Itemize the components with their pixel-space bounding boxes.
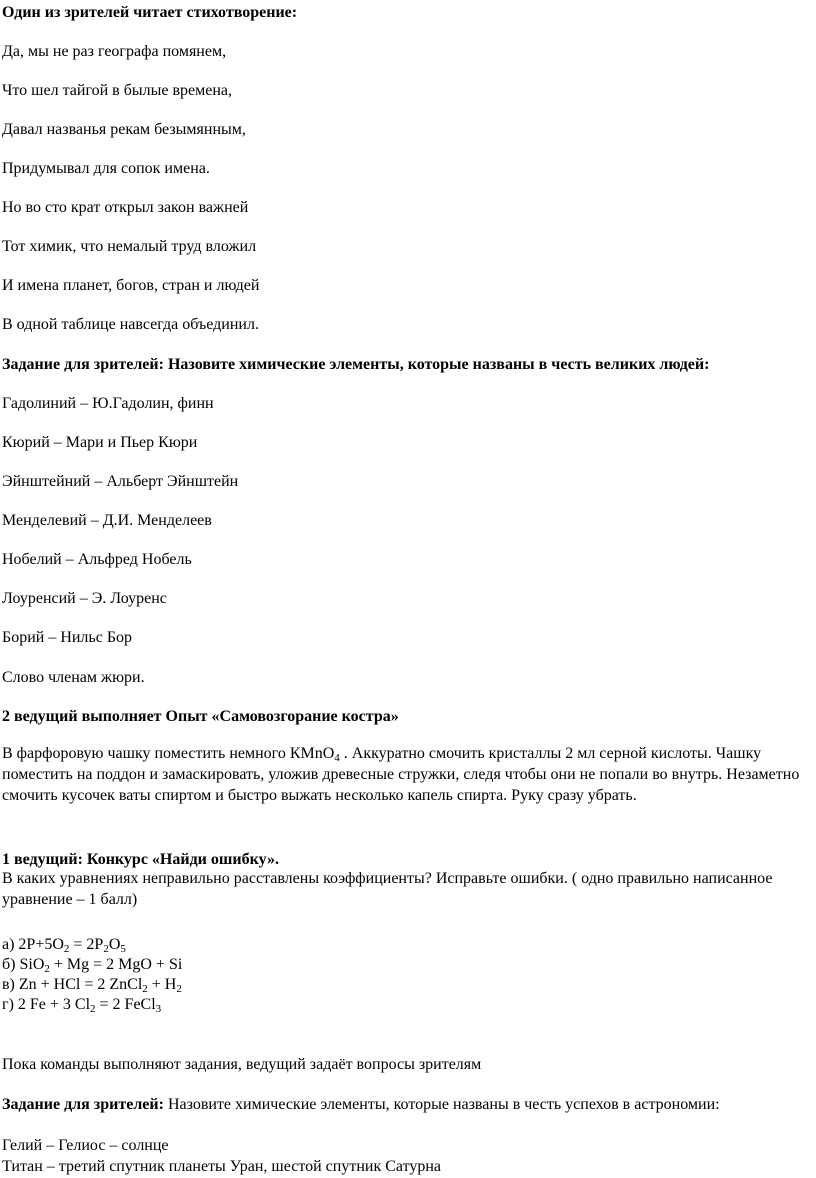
task1-answer: Нобелий – Альфред Нобель [2, 551, 192, 568]
task1-answer: Кюрий – Мари и Пьер Кюри [2, 434, 198, 451]
experiment-heading: 2 ведущий выполняет Опыт «Самовозгорание костра» [2, 708, 399, 725]
equation-text: а) 2P+5O [2, 936, 64, 953]
equation-text: = 2P [69, 936, 104, 953]
task1-answer: Менделевий – Д.И. Менделеев [2, 512, 212, 529]
audience-task-text: Назовите химические элементы, которые названы в честь успехов в астрономии: [163, 1096, 720, 1113]
poem-line: Что шел тайгой в былые времена, [2, 82, 232, 99]
task1-answer: Гадолиний – Ю.Гадолин, финн [2, 395, 214, 412]
audience-answer: Гелий – Гелиос – солнце [2, 1137, 169, 1154]
task1-closing: Слово членам жюри. [2, 669, 145, 686]
equation-text: O [108, 936, 121, 953]
poem-line: Тот химик, что немалый труд вложил [2, 238, 257, 255]
contest-heading: 1 ведущий: Конкурс «Найди ошибку». [2, 851, 280, 868]
poem-line: И имена планет, богов, стран и людей [2, 277, 260, 294]
equation-text: + Mg = 2 MgO + Si [49, 956, 183, 973]
equation-b [2, 955, 182, 974]
experiment-text-after: . Аккуратно смочить кристаллы 2 мл серной кислоты. Чашку поместить на поддон и замаскировать, уложив древесные стружки, следя чтобы они не попали во внутрь. Незаметно смочить кусочек ваты спиртом и быстро выжать несколько капель спирта. Руку сразу убрать. [2, 745, 800, 804]
equation-subscript: 2 [90, 1003, 96, 1015]
poem-line: Придумывал для сопок имена. [2, 160, 210, 177]
experiment-subscript: 4 [334, 752, 340, 764]
audience-answer: Титан – третий спутник планеты Уран, шестой спутник Сатурна [2, 1158, 442, 1175]
poem-line: Давал названья рекам безымянным, [2, 121, 246, 138]
equation-c [2, 975, 182, 994]
task1-answer: Борий – Нильс Бор [2, 629, 132, 646]
poem-heading: Один из зрителей читает стихотворение: [2, 4, 298, 21]
equation-subscript: 2 [44, 963, 50, 975]
equation-subscript: 2 [176, 983, 182, 995]
equation-text: + H [147, 976, 177, 993]
equation-subscript: 5 [120, 943, 126, 955]
equation-text: г) 2 Fe + 3 Cl [2, 996, 91, 1013]
audience-note: Пока команды выполняют задания, ведущий задаёт вопросы зрителям [2, 1056, 482, 1073]
equation-a [2, 935, 126, 954]
equation-text: = 2 FeCl [95, 996, 156, 1013]
task1-answer: Эйнштейний – Альберт Эйнштейн [2, 473, 239, 490]
equation-subscript: 3 [155, 1003, 162, 1015]
poem-line: Да, мы не раз географа помянем, [2, 43, 227, 60]
equation-text: в) Zn + HCl = 2 ZnCl [2, 976, 143, 993]
contest-paragraph: В каких уравнениях неправильно расставлены коэффициенты? Исправьте ошибки. ( одно правильно написанное уравнение – 1 балл) [2, 870, 773, 908]
audience-task [2, 1094, 812, 1115]
task1-answer: Лоуренсий – Э. Лоуренс [2, 590, 167, 607]
equation-d [2, 995, 161, 1014]
poem-line: В одной таблице навсегда объединил. [2, 316, 259, 333]
experiment-text-before: В фарфоровую чашку поместить немного КMnO [2, 745, 335, 762]
equation-subscript: 2 [103, 943, 109, 955]
audience-task-label: Задание для зрителей: [2, 1096, 164, 1113]
task1-heading: Задание для зрителей: Назовите химические элементы, которые названы в честь великих людей: [2, 356, 710, 373]
equation-subscript: 2 [142, 983, 148, 995]
experiment-paragraph [2, 743, 812, 806]
equation-text: б) SiO [2, 956, 45, 973]
poem-line: Но во сто крат открыл закон важней [2, 199, 249, 216]
equation-subscript: 2 [63, 943, 70, 955]
